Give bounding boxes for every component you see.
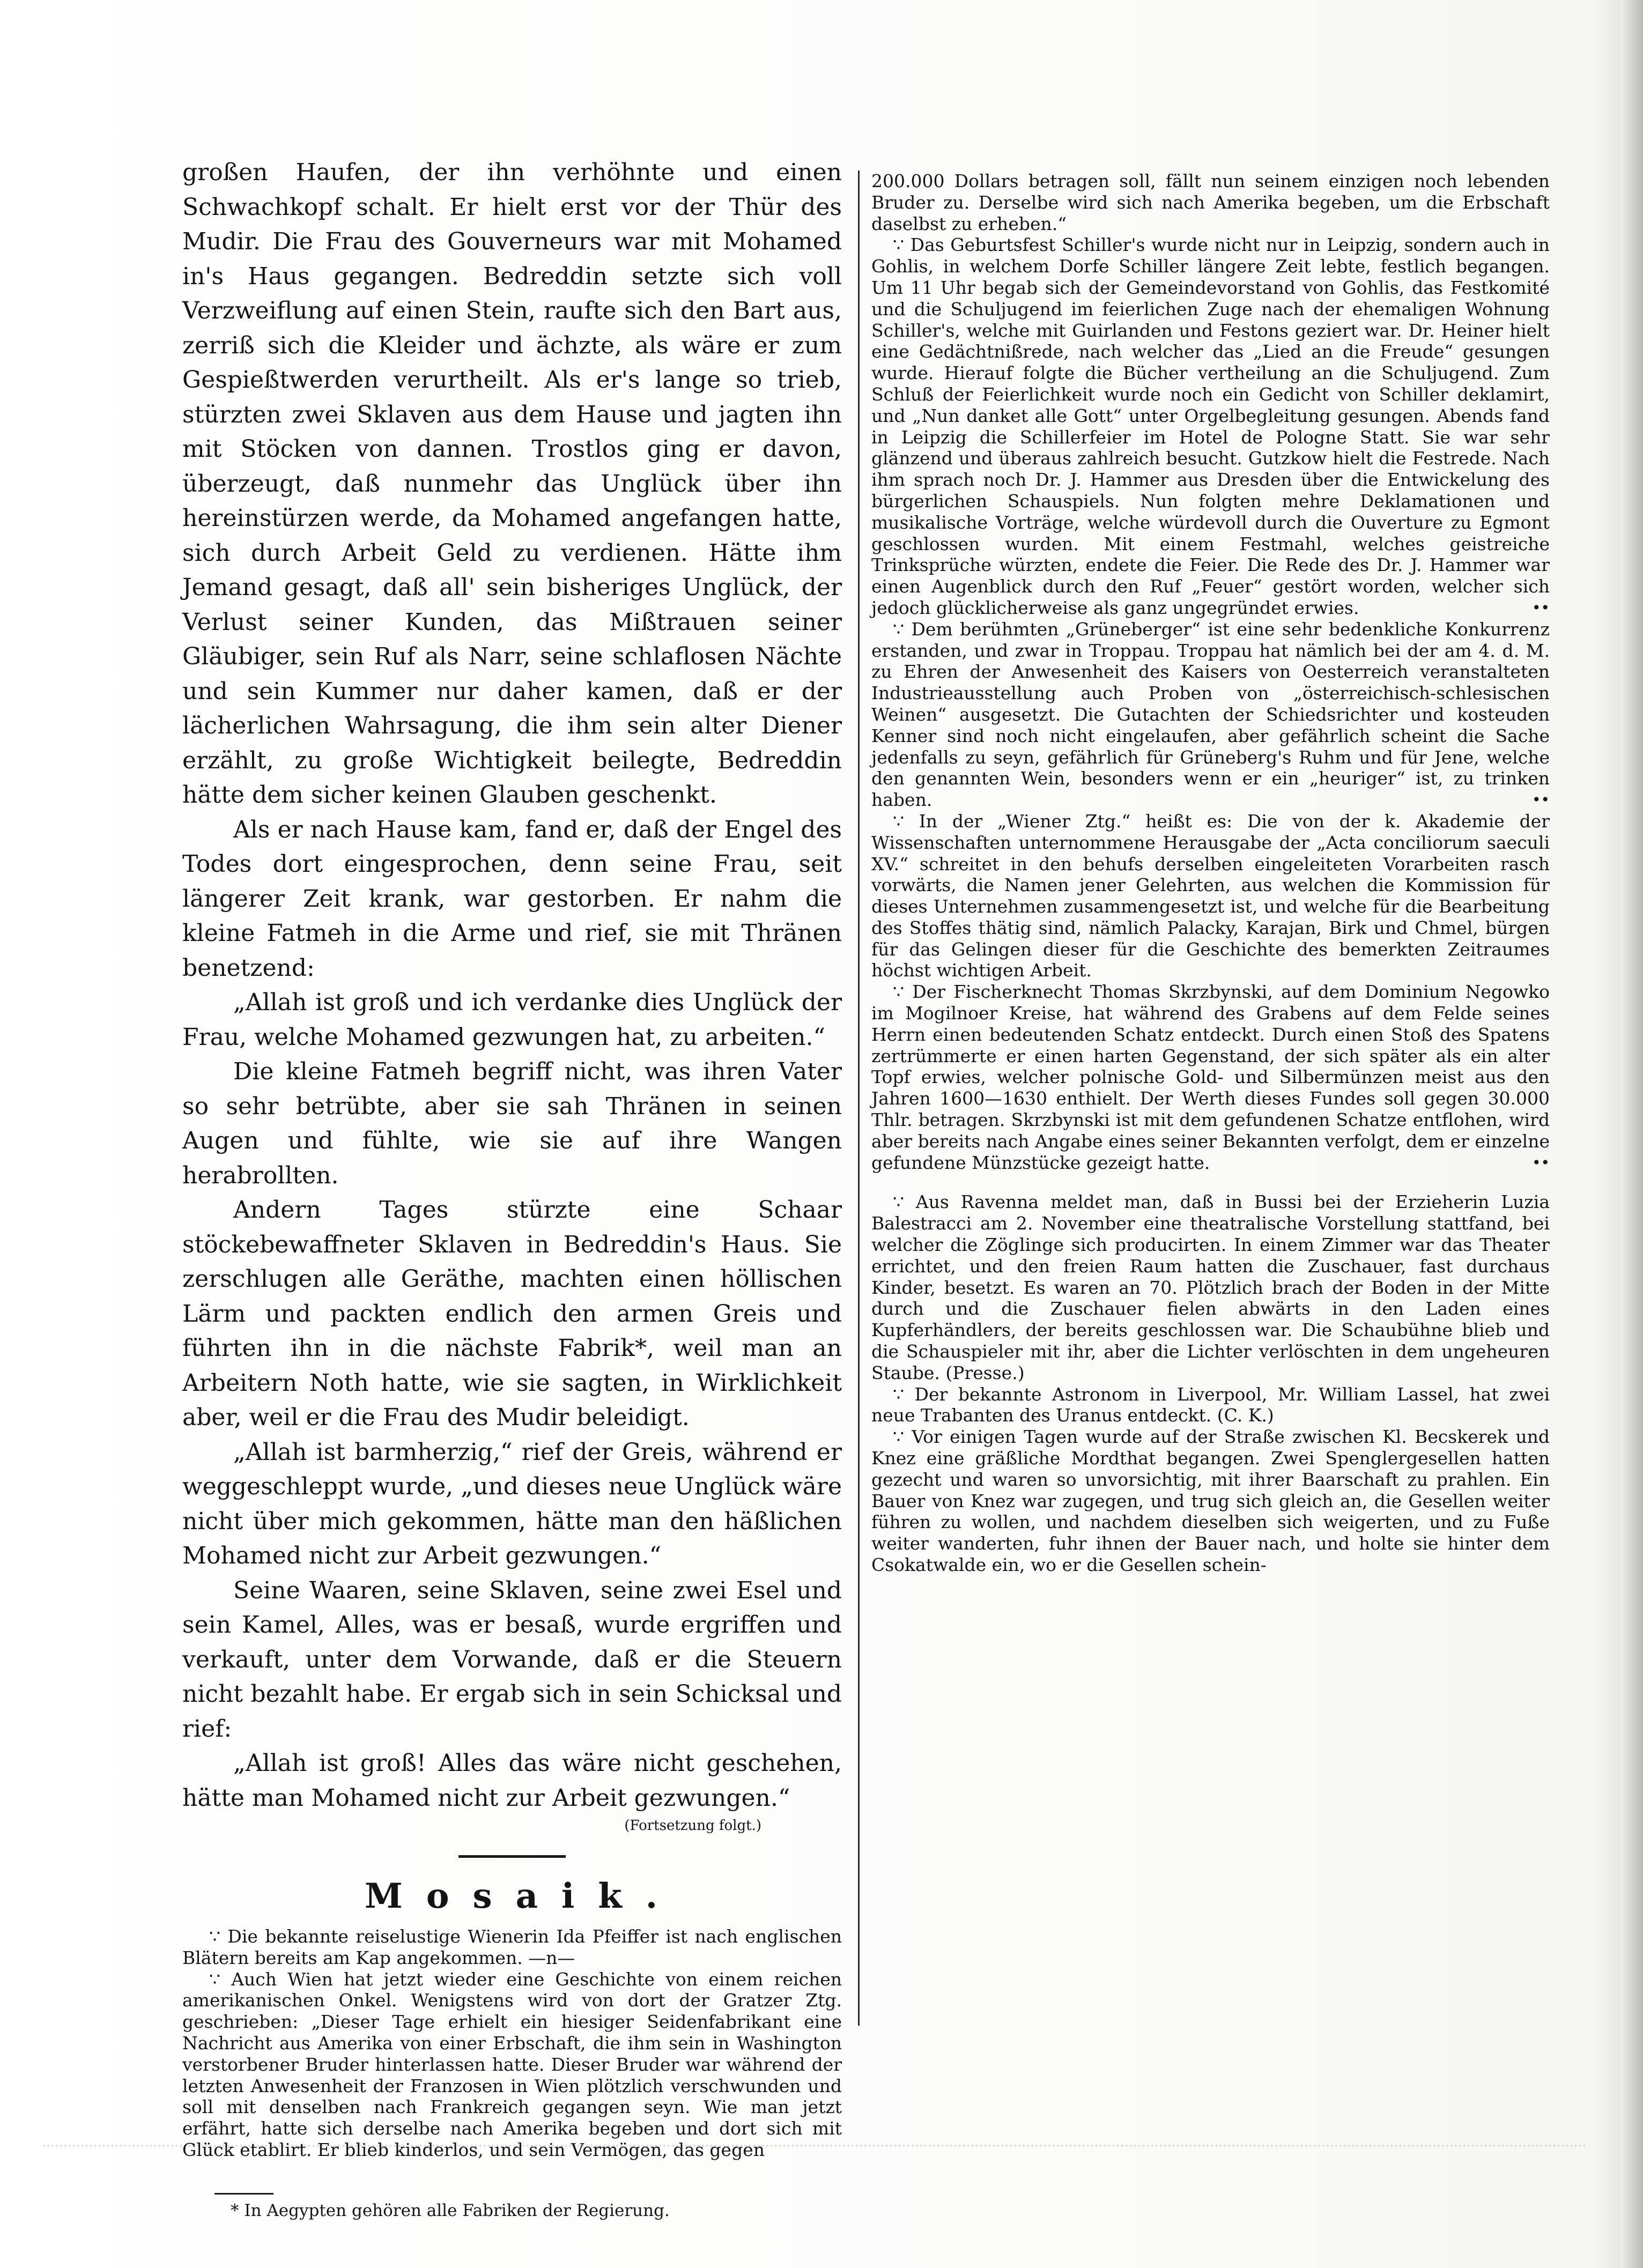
story-paragraph: „Allah ist groß und ich verdanke dies Unglück der Frau, welche Mohamed gezwungen hat, zu arbeiten.“ (182, 989, 842, 1051)
footnote: * In Aegypten gehören alle Fabriken der Regierung. (231, 2200, 670, 2220)
mosaik-items (182, 1926, 842, 2161)
news-item (871, 234, 1550, 618)
story-paragraph: großen Haufen, der ihn verhöhnte und einen Schwachkopf schalt. Er hielt erst vor der Thür des Mudir. Die Frau des Gouverneurs war mit Mohamed in's Haus gegangen. Bedreddin setzte sich voll Verzweiflung auf einen Stein, raufte sich den Bart aus, zerriß sich die Kleider und ächzte, als wäre er zum Gespießtwerden verurtheilt. Als er's lange so trieb, stürzten zwei Sklaven aus dem Hause und jagten ihn mit Stöcken von dannen. Trostlos ging er davon, überzeugt, daß nunmehr das Unglück über ihn hereinstürzen werde, da Mohamed angefangen hatte, sich durch Arbeit Geld zu verdienen. Hätte ihm Jemand gesagt, daß all' sein bisheriges Unglück, der Verlust seiner Kunden, das Mißtrauen seiner Gläubiger, sein Ruf als Narr, seine schlaflosen Nächte und sein Kummer nur daher kamen, daß er der lächerlichen Wahrsagung, die ihm sein alter Diener erzählt, zu große Wichtigkeit beilegte, Bedreddin hätte dem sicher keinen Glauben geschenkt. (182, 159, 842, 809)
story-paragraph: „Allah ist barmherzig,“ rief der Greis, während er weggeschleppt wurde, „und dieses neue Unglück wäre nicht über mich gekommen, hätte man den häßlichen Mohamed nicht zur Arbeit gezwungen.“ (182, 1438, 842, 1569)
news-item (871, 619, 1550, 811)
item-signature: •• (1531, 791, 1550, 809)
news-item (871, 981, 1550, 1173)
news-item (871, 1191, 1550, 1383)
item-signature: •• (1531, 1153, 1550, 1172)
section-title-mosaik: Mosaik. (365, 1876, 681, 1916)
story-paragraph: Als er nach Hause kam, fand er, daß der Engel des Todes dort eingesprochen, denn seine Frau, seit längerer Zeit krank, war gestorben. Er nahm die kleine Fatmeh in die Arme und rief, sie mit Thränen benetzend: (182, 816, 842, 982)
news-item-text: ∵ Vor einigen Tagen wurde auf der Straße zwischen Kl. Becskerek und Knez eine gräßliche Mordthat begangen. Zwei Spenglergesellen hatten gezecht und waren so unvorsichtig, mit ihrer Baarschaft zu prahlen. Ein Bauer von Knez war zugegen, und trug sich gleich an, die Gesellen weiter führen zu wollen, und nachdem dieselben sich weigerten, und zu Fuße weiter wanderten, fuhr ihnen der Bauer nach, und holte sie hinter dem Csokatwalde ein, wo er die Gesellen schein- (871, 1426, 1550, 1575)
story-paragraph: Andern Tages stürzte eine Schaar stöckebewaffneter Sklaven in Bedreddin's Haus. Sie zerschlugen alle Geräthe, machten einen höllischen Lärm und packten endlich den armen Greis und führten ihn in die nächste Fabrik*, weil man an Arbeitern Noth hatte, wie sie sagten, in Wirklichkeit aber, weil er die Frau des Mudir beleidigt. (182, 1196, 842, 1431)
mosaik-item: ∵ Auch Wien hat jetzt wieder eine Geschichte von einem reichen amerikanischen Onkel. Wenigstens wird von dort der Gratzer Ztg. geschrieben: „Dieser Tage erhielt ein hiesiger Seidenfabrikant eine Nachricht aus Amerika von einer Erbschaft, die ihm sein in Washington verstorbener Bruder hinterlassen hatte. Dieser Bruder war während der letzten Anwesenheit der Franzosen in Wien plötzlich verschwunden und soll mit denselben nach Frankreich gegangen seyn. Wie man jetzt erfährt, hatte sich derselbe nach Amerika begeben und dort sich mit Glück etablirt. Er blieb kinderlos, und sein Vermögen, das gegen (182, 1968, 842, 2160)
mosaik-item: ∵ Die bekannte reiselustige Wienerin Ida Pfeiffer ist nach englischen Blätern bereits am Kap angekommen. —n— (182, 1926, 842, 1968)
news-item-text: ∵ Der bekannte Astronom in Liverpool, Mr. William Lassel, hat zwei neue Trabanten des Uranus entdeckt. (C. K.) (871, 1383, 1550, 1426)
news-item-text: ∵ Das Geburtsfest Schiller's wurde nicht nur in Leipzig, sondern auch in Gohlis, in welchem Dorfe Schiller längere Zeit lebte, festlich begangen. Um 11 Uhr begab sich der Gemeindevorstand von Gohlis, das Festkomité und die Schuljugend im feierlichen Zuge nach der ehemaligen Wohnung Schiller's, welche mit Guirlanden und Festons geziert war. Dr. Heiner hielt eine Gedächtnißrede, nach welcher das „Lied an die Freude“ gesungen wurde. Hierauf folgte die Bücher vertheilung an die Schuljugend. Zum Schluß der Feierlichkeit wurde noch ein Gedicht von Schiller deklamirt, und „Nun danket alle Gott“ unter Orgelbegleitung gesungen. Abends fand in Leipzig die Schillerfeier im Hotel de Pologne Statt. Sie war sehr glänzend und überaus zahlreich besucht. Gutzkow hielt die Festrede. Nach ihm sprach noch Dr. J. Hammer aus Dresden über die Entwickelung des bürgerlichen Schauspiels. Nun folgten mehre Deklamationen und musikalische Vorträge, welche würdevoll durch die Ouverture zu Egmont geschlossen wurden. Mit einem Festmahl, welches geistreiche Trinksprüche würzten, endete die Feier. Die Rede des Dr. J. Hammer war einen Augenblick durch den Ruf „Feuer“ gestört worden, welcher sich jedoch glücklicherweise als ganz ungegründet erwies. (871, 234, 1550, 618)
news-item-text: ∵ Dem berühmten „Grüneberger“ ist eine sehr bedenkliche Konkurrenz erstanden, und zwar in Troppau. Troppau hat nämlich bei der am 4. d. M. zu Ehren der Anwesenheit des Kaisers von Oesterreich veranstalteten Industrieausstellung auch Proben von „österreichisch-schlesischen Weinen“ ausgesetzt. Die Gutachten der Schiedsrichter und kosteuden Kenner sind noch nicht eingelaufen, aber gefährlich scheint die Sache jedenfalls zu seyn, gefährlich für Grüneberg's Ruhm und für Jene, welche den genannten Wein, besonders wenn er ein „heuriger“ ist, zu trinken haben. (871, 618, 1550, 811)
news-item-text: ∵ Der Fischerknecht Thomas Skrzbynski, auf dem Dominium Negowko im Mogilnoer Kreise, hat während des Grabens auf dem Felde seines Herrn einen bedeutenden Schatz entdeckt. Durch einen Stoß des Spatens zertrümmerte er einen harten Gegenstand, der sich später als ein alter Topf erwies, welcher polnische Gold- und Silbermünzen meist aus den Jahren 1600—1630 enthielt. Der Werth dieses Fundes soll gegen 30.000 Thlr. betragen. Skrzbynski ist mit dem gefundenen Schatze entflohen, wird aber bereits nach Angabe eines seiner Bekannten verfolgt, dem er einzelne gefundene Münzstücke gezeigt hatte. (871, 981, 1550, 1173)
page-edge-shadow (1620, 0, 1643, 2268)
continued-note: (Fortsetzung folgt.) (624, 1818, 761, 1834)
news-item (871, 1384, 1550, 1427)
news-item-text: ∵ Aus Ravenna meldet man, daß in Bussi bei der Erzieherin Luzia Balestracci am 2. November eine theatralische Vorstellung stattfand, bei welcher die Zöglinge sich producirten. In einem Zimmer war das Theater errichtet, und den freien Raum hatten die Zuschauer, fast durchaus Kinder, besetzt. Es waren an 70. Plötzlich brach der Boden in der Mitte durch und die Zuschauer fielen abwärts in den Laden eines Kupferhändlers, der bereits geschlossen war. Die Schaubühne blieb und die Schauspieler mit ihr, aber die Lichter verlöschten in dem ungeheuren Staube. (Presse.) (871, 1191, 1550, 1383)
section-divider (458, 1855, 566, 1858)
right-column (871, 171, 1550, 1576)
news-item (871, 811, 1550, 981)
column-rule (858, 171, 860, 2026)
left-column (182, 155, 842, 2221)
story-paragraph: „Allah ist groß! Alles das wäre nicht geschehen, hätte man Mohamed nicht zur Arbeit gezwungen.“ (182, 1750, 842, 1812)
footnote-divider (214, 2193, 273, 2195)
item-signature: •• (1531, 598, 1550, 617)
story-text (182, 155, 842, 1815)
story-paragraph: Die kleine Fatmeh begriff nicht, was ihren Vater so sehr betrübte, aber sie sah Thränen in seinen Augen und fühlte, wie sie auf ihre Wangen herabrollten. (182, 1058, 842, 1189)
news-item-continuation: 200.000 Dollars betragen soll, fällt nun seinem einzigen noch lebenden Bruder zu. Derselbe wird sich nach Amerika begeben, um die Erbschaft daselbst zu erheben.“ (871, 171, 1550, 234)
story-paragraph: Seine Waaren, seine Sklaven, seine zwei Esel und sein Kamel, Alles, was er besaß, wurde ergriffen und verkauft, unter dem Vorwande, daß er die Steuern nicht bezahlt habe. Er ergab sich in sein Schicksal und rief: (182, 1576, 842, 1743)
news-item (871, 1426, 1550, 1576)
news-item-text: ∵ In der „Wiener Ztg.“ heißt es: Die von der k. Akademie der Wissenschaften unternommene Herausgabe der „Acta conciliorum saeculi XV.“ schreitet in den behufs derselben eingeleiteten Vorarbeiten rasch vorwärts, die Namen jener Gelehrten, aus welchen die Kommission für dieses Unternehmen zusammengesetzt ist, und welche für die Bearbeitung des Stoffes thätig sind, nämlich Palacky, Karajan, Birk und Chmel, bürgen für das Gelingen dieser für die Geschichte des bemerkten Zeitraumes höchst wichtigen Arbeit. (871, 810, 1550, 981)
